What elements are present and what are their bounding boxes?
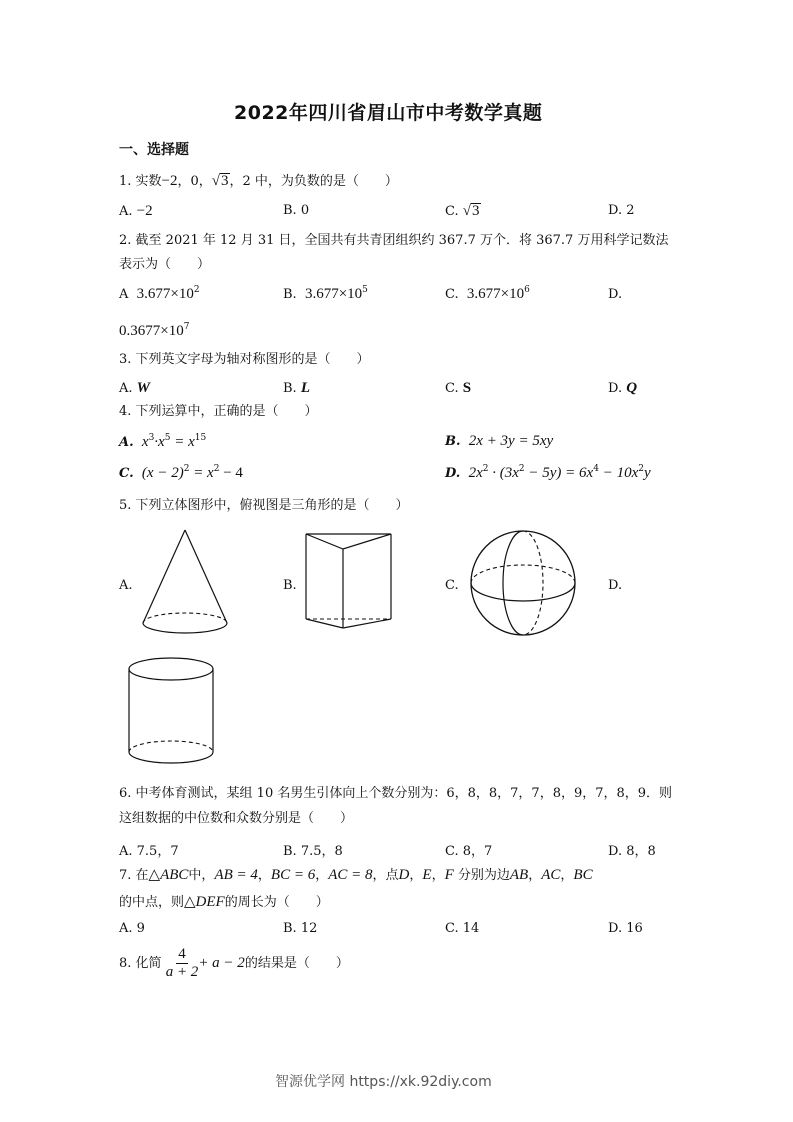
q4-c-b: = x	[189, 465, 214, 481]
question-2-line-2: 表示为（ ）	[119, 257, 211, 272]
question-7-line-1	[119, 866, 593, 885]
q8-denominator: a + 2	[165, 964, 199, 980]
question-7-line-2	[119, 893, 329, 912]
question-6-line-2: 这组数据的中位数和众数分别是（ ）	[119, 811, 354, 826]
q7-text-a: 7. 在	[119, 868, 149, 883]
q7-triangle-abc: △ABC	[148, 867, 189, 883]
question-1-stem	[119, 172, 398, 191]
q4-a-exp2: 5	[164, 433, 171, 443]
q7-option-a[interactable]: A. 9	[119, 921, 145, 936]
q2-option-d-value[interactable]	[119, 322, 189, 340]
q7-comma-4: ，	[431, 868, 445, 883]
q7-text-c: ，点	[372, 868, 399, 883]
q2-option-d-label[interactable]: D.	[608, 287, 623, 302]
q7-option-d[interactable]: D. 16	[608, 921, 643, 936]
q1-c-radicand: 3	[472, 203, 480, 219]
q8-numerator: 4	[178, 946, 186, 962]
q3-d-label: D.	[608, 381, 623, 396]
q2-b-label: B.	[283, 287, 297, 302]
q1-option-c[interactable]	[445, 203, 481, 220]
q7-text-e: 的中点，则	[119, 895, 185, 910]
question-6-line-1: 6. 中考体育测试，某组 10 名男生引体向上个数分别为：6，8，8，7，7，8，9，7，8，9．则	[119, 786, 673, 801]
q1-option-a[interactable]	[119, 203, 153, 220]
q2-a-exp: 2	[193, 285, 200, 295]
q1-radicand: 3	[221, 173, 229, 189]
question-4-stem: 4. 下列运算中，正确的是（ ）	[119, 404, 318, 419]
q1-a-label: A.	[119, 204, 133, 219]
q4-d-a: 2x	[468, 465, 483, 481]
q1-option-d[interactable]: D. 2	[608, 203, 635, 218]
q4-a-exp3: 15	[194, 433, 207, 443]
q4-d-exp1: 2	[482, 464, 489, 474]
q2-b-base: 3.677×10	[304, 286, 363, 302]
q1-c-label: C.	[445, 204, 459, 219]
q2-c-base: 3.677×10	[466, 286, 525, 302]
question-3-stem: 3. 下列英文字母为轴对称图形的是（ ）	[119, 352, 370, 367]
q7-bc-eq: BC = 6	[270, 867, 316, 883]
q3-d-value: Q	[626, 380, 638, 396]
section-heading: 一、选择题	[119, 142, 189, 158]
q2-c-exp: 6	[524, 285, 530, 295]
q7-comma-6: ，	[560, 868, 574, 883]
q4-option-d[interactable]	[445, 464, 651, 482]
q7-point-d: D	[398, 867, 410, 883]
q3-option-b[interactable]	[283, 380, 310, 397]
q2-a-label: A	[119, 287, 129, 302]
q1-sqrt-sign: √	[211, 173, 221, 189]
q7-side-bc: BC	[573, 867, 593, 883]
q4-c-exp1: 2	[183, 464, 190, 474]
q7-option-b[interactable]: B. 12	[283, 921, 318, 936]
q4-d-exp4: 2	[638, 464, 644, 474]
page-title: 2022年四川省眉山市中考数学真题	[234, 102, 543, 124]
question-2-line-1: 2. 截至 2021 年 12 月 31 日，全国共有共青团组织约 367.7 万个．将 367.7 万用科学记数法	[119, 233, 669, 248]
q8-text-b: 的结果是（ ）	[244, 956, 349, 971]
q4-d-exp3: 4	[593, 464, 599, 474]
q3-a-label: A.	[119, 381, 133, 396]
q1-a-value: −2	[136, 203, 153, 219]
cone-figure	[138, 528, 238, 643]
q3-option-a[interactable]	[119, 380, 150, 397]
q2-option-c[interactable]	[445, 285, 530, 303]
q4-d-f: y	[643, 465, 651, 481]
q4-a-x2: ·x	[154, 434, 165, 450]
q5-option-c[interactable]: C.	[445, 578, 459, 593]
q2-option-b[interactable]	[283, 285, 368, 303]
q4-d-d: − 10x	[598, 465, 639, 481]
q8-fraction	[166, 946, 199, 981]
q2-c-label: C.	[445, 287, 459, 302]
q7-option-c[interactable]: C. 14	[445, 921, 480, 936]
q3-c-label: C.	[445, 381, 459, 396]
q7-triangle-def: △DEF	[184, 894, 225, 910]
q2-a-base: 3.677×10	[136, 286, 194, 302]
cylinder-figure	[125, 655, 220, 775]
q5-option-d[interactable]: D.	[608, 578, 623, 593]
q7-comma-2: ，	[315, 868, 329, 883]
q4-a-label: A.	[119, 435, 134, 450]
q7-side-ac: AC	[541, 867, 561, 883]
q7-point-e: E	[422, 867, 432, 883]
q5-option-a[interactable]: A.	[119, 578, 133, 593]
q3-b-label: B.	[283, 381, 297, 396]
q4-option-a[interactable]	[119, 433, 206, 451]
q2-d-base: 0.3677×10	[119, 323, 184, 339]
q7-point-f: F	[444, 867, 454, 883]
q4-option-b[interactable]	[445, 433, 553, 450]
q3-option-d[interactable]	[608, 380, 637, 397]
q3-a-value: W	[136, 380, 151, 396]
q7-side-ab: AB	[509, 867, 529, 883]
q4-a-x3: = x	[170, 434, 195, 450]
q4-d-c: − 5y) = 6x	[524, 465, 594, 481]
question-8-stem	[119, 946, 349, 981]
q3-b-value: L	[300, 380, 310, 396]
q7-text-f: 的周长为（ ）	[224, 895, 329, 910]
question-5-stem: 5. 下列立体图形中，俯视图是三角形的是（ ）	[119, 498, 409, 513]
triangular-prism-figure	[303, 531, 398, 631]
q1-text-b: ，2 中，为负数的是（ ）	[229, 174, 398, 189]
q2-b-exp: 5	[362, 285, 368, 295]
q7-comma-5: ，	[528, 868, 542, 883]
q1-sep: ，0，	[177, 174, 212, 189]
q6-option-b[interactable]: B. 7.5，8	[283, 844, 343, 859]
q5-option-b[interactable]: B.	[283, 578, 297, 593]
q6-option-a[interactable]: A. 7.5，7	[119, 844, 179, 859]
footer-watermark: 智源优学网 https://xk.92diy.com	[275, 1074, 492, 1090]
q4-d-b: · (3x	[488, 465, 519, 481]
q2-d-exp: 7	[183, 322, 190, 332]
q3-option-c[interactable]	[445, 380, 471, 397]
q7-ab-eq: AB = 4	[214, 867, 258, 883]
q4-a-x1: x	[141, 434, 149, 450]
q6-option-c[interactable]: C. 8，7	[445, 844, 493, 859]
q7-text-d: 分别为边	[453, 868, 510, 883]
q4-a-exp1: 3	[148, 433, 155, 443]
q7-comma-3: ，	[409, 868, 423, 883]
q4-c-c: − 4	[219, 465, 243, 481]
q4-d-label: D.	[445, 466, 461, 481]
q1-option-b[interactable]: B. 0	[283, 203, 310, 218]
q1-c-sqrt-sign: √	[462, 203, 471, 219]
q1-text-a: 1. 实数	[119, 174, 162, 189]
q3-c-value: S	[462, 380, 472, 396]
q4-c-a: (x − 2)	[141, 465, 184, 481]
q7-comma-1: ，	[257, 868, 271, 883]
q4-b-value: 2x + 3y = 5xy	[468, 433, 554, 449]
q7-text-b: 中，	[188, 868, 215, 883]
q4-c-label: C.	[119, 466, 134, 481]
q4-option-c[interactable]	[119, 464, 243, 482]
q8-text-a: 8. 化简	[119, 956, 162, 971]
q4-b-label: B.	[445, 434, 461, 449]
q2-option-a[interactable]	[119, 285, 200, 303]
q7-ac-eq: AC = 8	[328, 867, 373, 883]
q1-negative-two: −2	[161, 173, 178, 189]
sphere-figure	[467, 527, 579, 639]
q4-d-exp2: 2	[518, 464, 525, 474]
q4-c-exp2: 2	[213, 464, 220, 474]
q8-mid: + a − 2	[198, 955, 245, 971]
q6-option-d[interactable]: D. 8，8	[608, 844, 656, 859]
